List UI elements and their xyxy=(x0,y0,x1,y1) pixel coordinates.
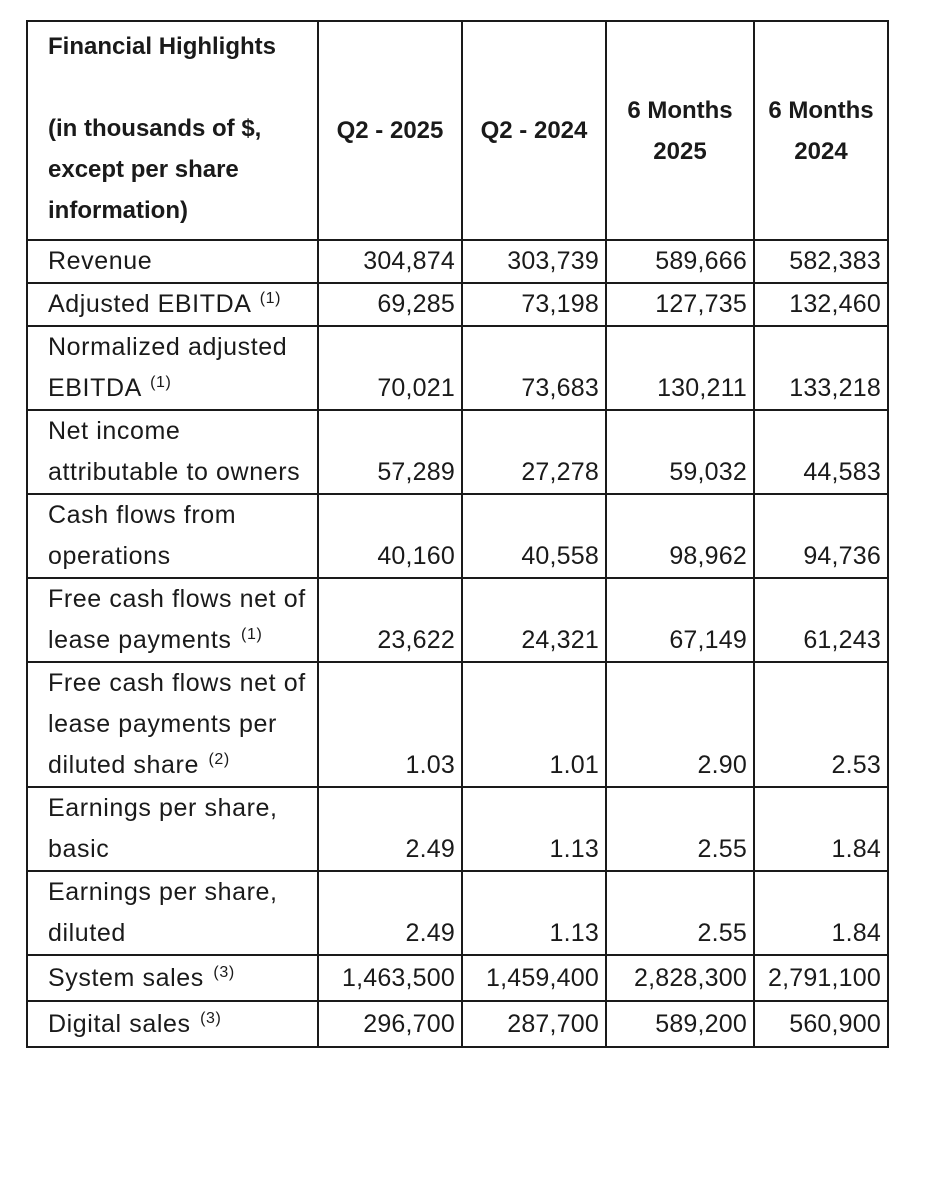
cell-value: 2.49 xyxy=(318,787,462,871)
table-row-digital-sales xyxy=(27,1001,888,1047)
cell-value: 560,900 xyxy=(754,1001,888,1047)
column-header-q2-2025: Q2 - 2025 xyxy=(318,21,462,240)
financial-highlights-table xyxy=(26,20,889,1048)
cell-value: 2.90 xyxy=(606,662,754,787)
cell-value: 44,583 xyxy=(754,410,888,494)
cell-value: 287,700 xyxy=(462,1001,606,1047)
cell-value: 2,791,100 xyxy=(754,955,888,1001)
column-header-q2-2024: Q2 - 2024 xyxy=(462,21,606,240)
row-label: Digital sales $^{(3)}$ xyxy=(27,1001,318,1047)
header-row xyxy=(27,21,888,240)
row-label: System sales $^{(3)}$ xyxy=(27,955,318,1001)
cell-value: 303,739 xyxy=(462,240,606,283)
row-label: Cash flows from operations xyxy=(27,494,318,578)
table-row-eps-diluted xyxy=(27,871,888,955)
cell-value: 1.84 xyxy=(754,871,888,955)
cell-value: 61,243 xyxy=(754,578,888,662)
cell-value: 304,874 xyxy=(318,240,462,283)
column-header-6m-2025: 6 Months 2025 xyxy=(606,21,754,240)
cell-value: 1,463,500 xyxy=(318,955,462,1001)
cell-value: 589,666 xyxy=(606,240,754,283)
footnote-marker: (3) xyxy=(213,964,235,981)
table-row-eps-basic xyxy=(27,787,888,871)
footnote-marker: (1) xyxy=(150,374,172,391)
table-title: Financial Highlights xyxy=(48,33,277,60)
cell-value: 69,285 xyxy=(318,283,462,326)
cell-value: 94,736 xyxy=(754,494,888,578)
table-row-revenue xyxy=(27,240,888,283)
cell-value: 24,321 xyxy=(462,578,606,662)
table-row-free-cash-flows xyxy=(27,578,888,662)
cell-value: 133,218 xyxy=(754,326,888,410)
table-row-system-sales xyxy=(27,955,888,1001)
footnote-marker: (1) xyxy=(259,290,282,307)
cell-value: 1,459,400 xyxy=(462,955,606,1001)
cell-value: 23,622 xyxy=(318,578,462,662)
cell-value: 2.49 xyxy=(318,871,462,955)
table-subtitle: (in thousands of $, except per share information) xyxy=(48,115,262,224)
cell-value: 70,021 xyxy=(318,326,462,410)
row-label: Adjusted EBITDA $^{(1)}$ xyxy=(27,283,318,326)
table-title-cell xyxy=(27,21,318,240)
cell-value: 2.55 xyxy=(606,871,754,955)
table-row-adjusted-ebitda xyxy=(27,283,888,326)
cell-value: 67,149 xyxy=(606,578,754,662)
footnote-marker: (2) xyxy=(208,751,230,768)
cell-value: 582,383 xyxy=(754,240,888,283)
cell-value: 40,160 xyxy=(318,494,462,578)
footnote-marker: (3) xyxy=(200,1010,222,1027)
table-row-net-income xyxy=(27,410,888,494)
table-row-cash-flows-operations xyxy=(27,494,888,578)
cell-value: 132,460 xyxy=(754,283,888,326)
footnote-marker: (1) xyxy=(241,626,263,643)
cell-value: 1.01 xyxy=(462,662,606,787)
row-label: Revenue xyxy=(27,240,318,283)
cell-value: 73,683 xyxy=(462,326,606,410)
row-label: Earnings per share, basic xyxy=(27,787,318,871)
row-label: Earnings per share, diluted xyxy=(27,871,318,955)
cell-value: 589,200 xyxy=(606,1001,754,1047)
cell-value: 296,700 xyxy=(318,1001,462,1047)
column-header-6m-2024: 6 Months 2024 xyxy=(754,21,888,240)
cell-value: 40,558 xyxy=(462,494,606,578)
cell-value: 2.55 xyxy=(606,787,754,871)
table-row-free-cash-flows-per-share xyxy=(27,662,888,787)
cell-value: 2.53 xyxy=(754,662,888,787)
cell-value: 59,032 xyxy=(606,410,754,494)
cell-value: 98,962 xyxy=(606,494,754,578)
cell-value: 2,828,300 xyxy=(606,955,754,1001)
row-label: Net income attributable to owners xyxy=(27,410,318,494)
cell-value: 130,211 xyxy=(606,326,754,410)
cell-value: 1.84 xyxy=(754,787,888,871)
cell-value: 57,289 xyxy=(318,410,462,494)
cell-value: 1.13 xyxy=(462,787,606,871)
row-label: Free cash flows net of lease payments per diluted share $^{(2)}$ xyxy=(27,662,318,787)
cell-value: 127,735 xyxy=(606,283,754,326)
row-label: Free cash flows net of lease payments $^{(1)}$ xyxy=(27,578,318,662)
cell-value: 73,198 xyxy=(462,283,606,326)
cell-value: 1.13 xyxy=(462,871,606,955)
cell-value: 1.03 xyxy=(318,662,462,787)
table-row-normalized-adjusted-ebitda xyxy=(27,326,888,410)
row-label: Normalized adjusted EBITDA $^{(1)}$ xyxy=(27,326,318,410)
cell-value: 27,278 xyxy=(462,410,606,494)
